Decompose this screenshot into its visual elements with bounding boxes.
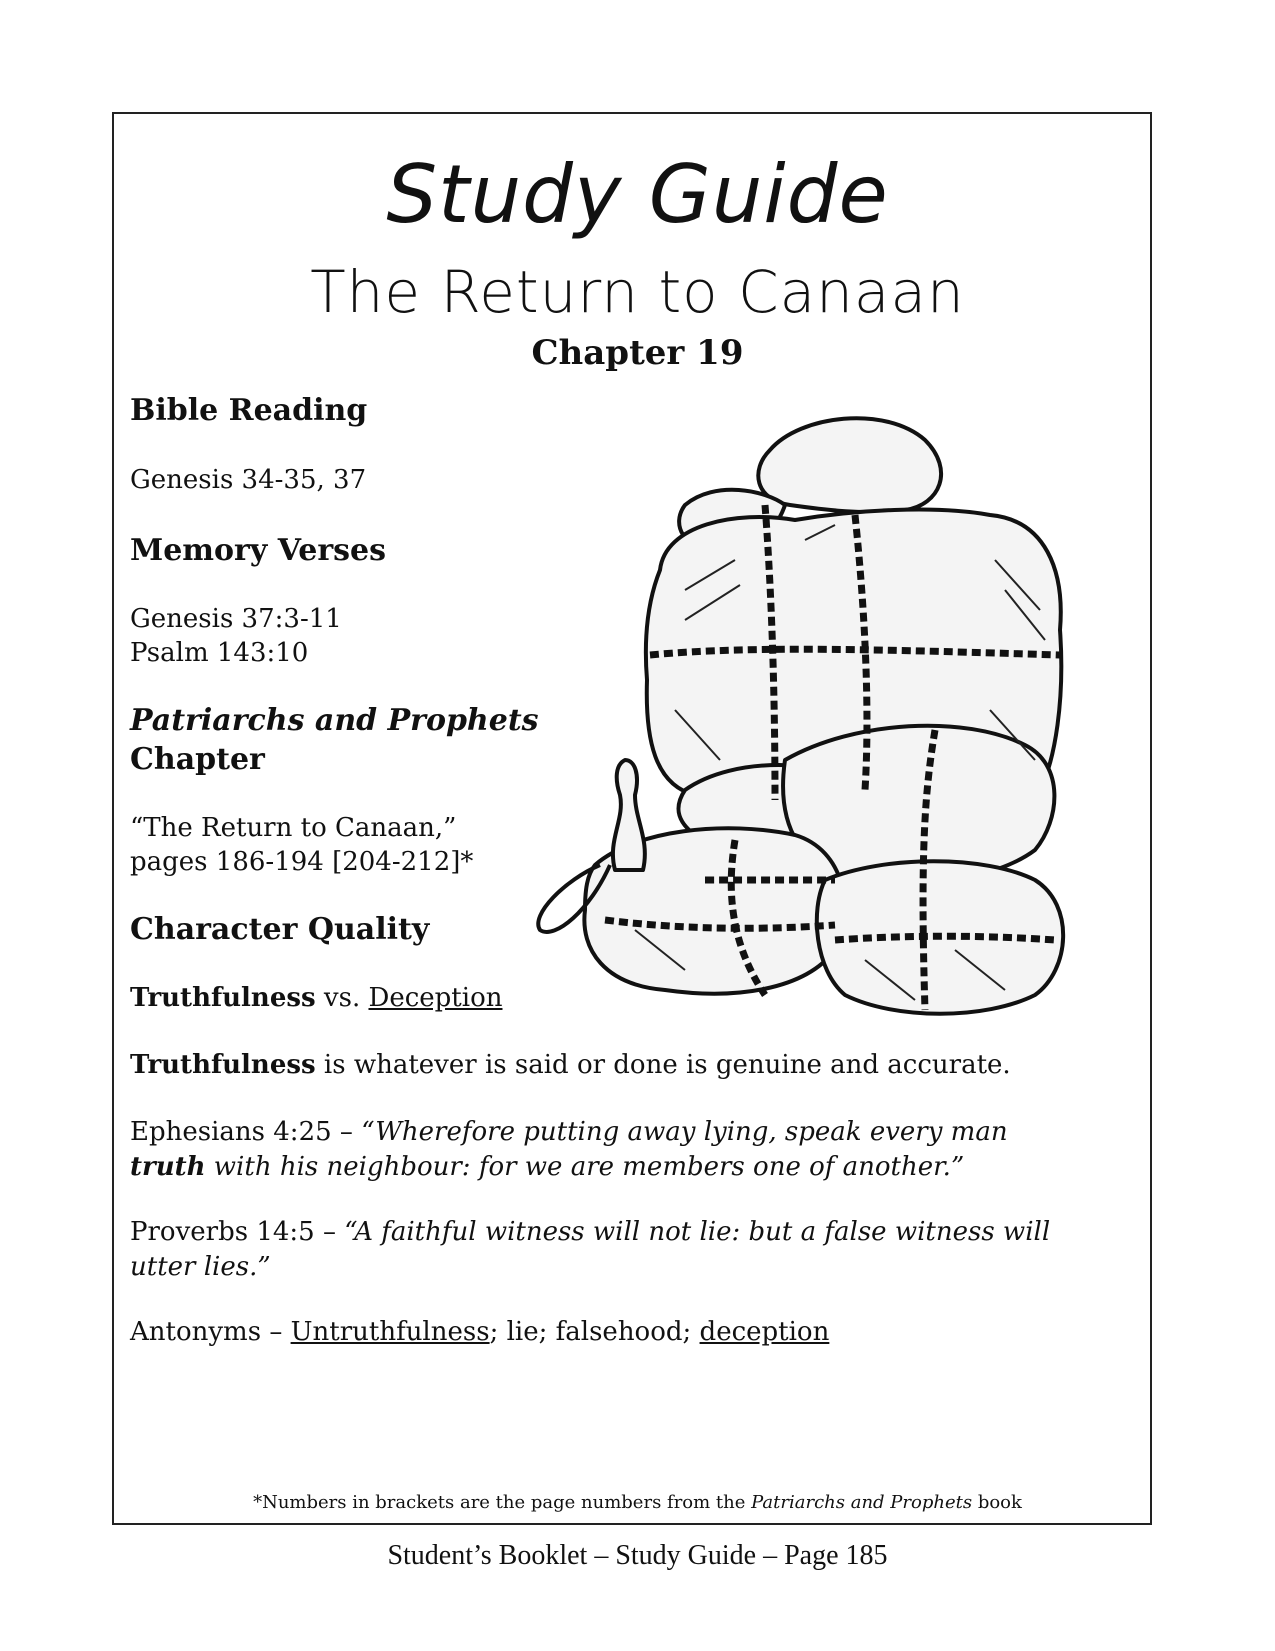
memory-verses-heading: Memory Verses [130, 533, 387, 568]
footnote [0, 1492, 1275, 1513]
antonym-deception: deception [699, 1317, 830, 1347]
pp-chapter-title: “The Return to Canaan,” [130, 813, 457, 843]
quality-opposite: Deception [368, 983, 503, 1013]
quality-term: Truthfulness [130, 983, 316, 1013]
footnote-book: Patriarchs and Prophets [751, 1492, 973, 1513]
ephesians-quote-a: “Wherefore putting away lying, speak every man [361, 1117, 1008, 1147]
footnote-before: *Numbers in brackets are the page numbers from the [253, 1492, 752, 1513]
pp-chapter-pages: pages 186-194 [204-212]* [130, 847, 474, 877]
sacks-illustration [535, 410, 1115, 1070]
antonym-untruthfulness: Untruthfulness [290, 1317, 490, 1347]
pp-heading-book: Patriarchs and Prophets [130, 703, 539, 738]
ephesians-ref: Ephesians 4:25 – [130, 1117, 362, 1147]
ephesians-quote-b: with his neighbour: for we are members one of another.” [205, 1152, 965, 1182]
definition-text: is whatever is said or done is genuine and accurate. [315, 1050, 1011, 1080]
page-footer: Student’s Booklet – Study Guide – Page 185 [387, 1540, 888, 1571]
proverbs-verse [130, 1215, 1100, 1285]
pp-heading-chapter: Chapter [130, 742, 265, 777]
page-subtitle: The Return to Canaan [310, 258, 965, 326]
antonyms [130, 1315, 1130, 1350]
ephesians-bold-word: truth [130, 1152, 206, 1182]
proverbs-quote: “A faithful witness will not lie: but a false witness will utter lies.” [130, 1217, 1051, 1282]
memory-verse-1: Genesis 37:3-11 [130, 604, 342, 634]
antonyms-middle: ; lie; falsehood; [489, 1317, 700, 1347]
quality-vs: vs. [315, 983, 369, 1013]
bible-reading-text: Genesis 34-35, 37 [130, 465, 367, 495]
chapter-number: Chapter 19 [531, 333, 744, 373]
definition-term: Truthfulness [130, 1050, 316, 1080]
character-quality-heading: Character Quality [130, 912, 430, 947]
bible-reading-heading: Bible Reading [130, 393, 368, 428]
footnote-after: book [972, 1492, 1022, 1513]
proverbs-ref: Proverbs 14:5 – [130, 1217, 345, 1247]
antonyms-label: Antonyms – [130, 1317, 291, 1347]
memory-verse-2: Psalm 143:10 [130, 638, 309, 668]
ephesians-verse [130, 1115, 1060, 1185]
page-title: Study Guide [386, 148, 889, 241]
